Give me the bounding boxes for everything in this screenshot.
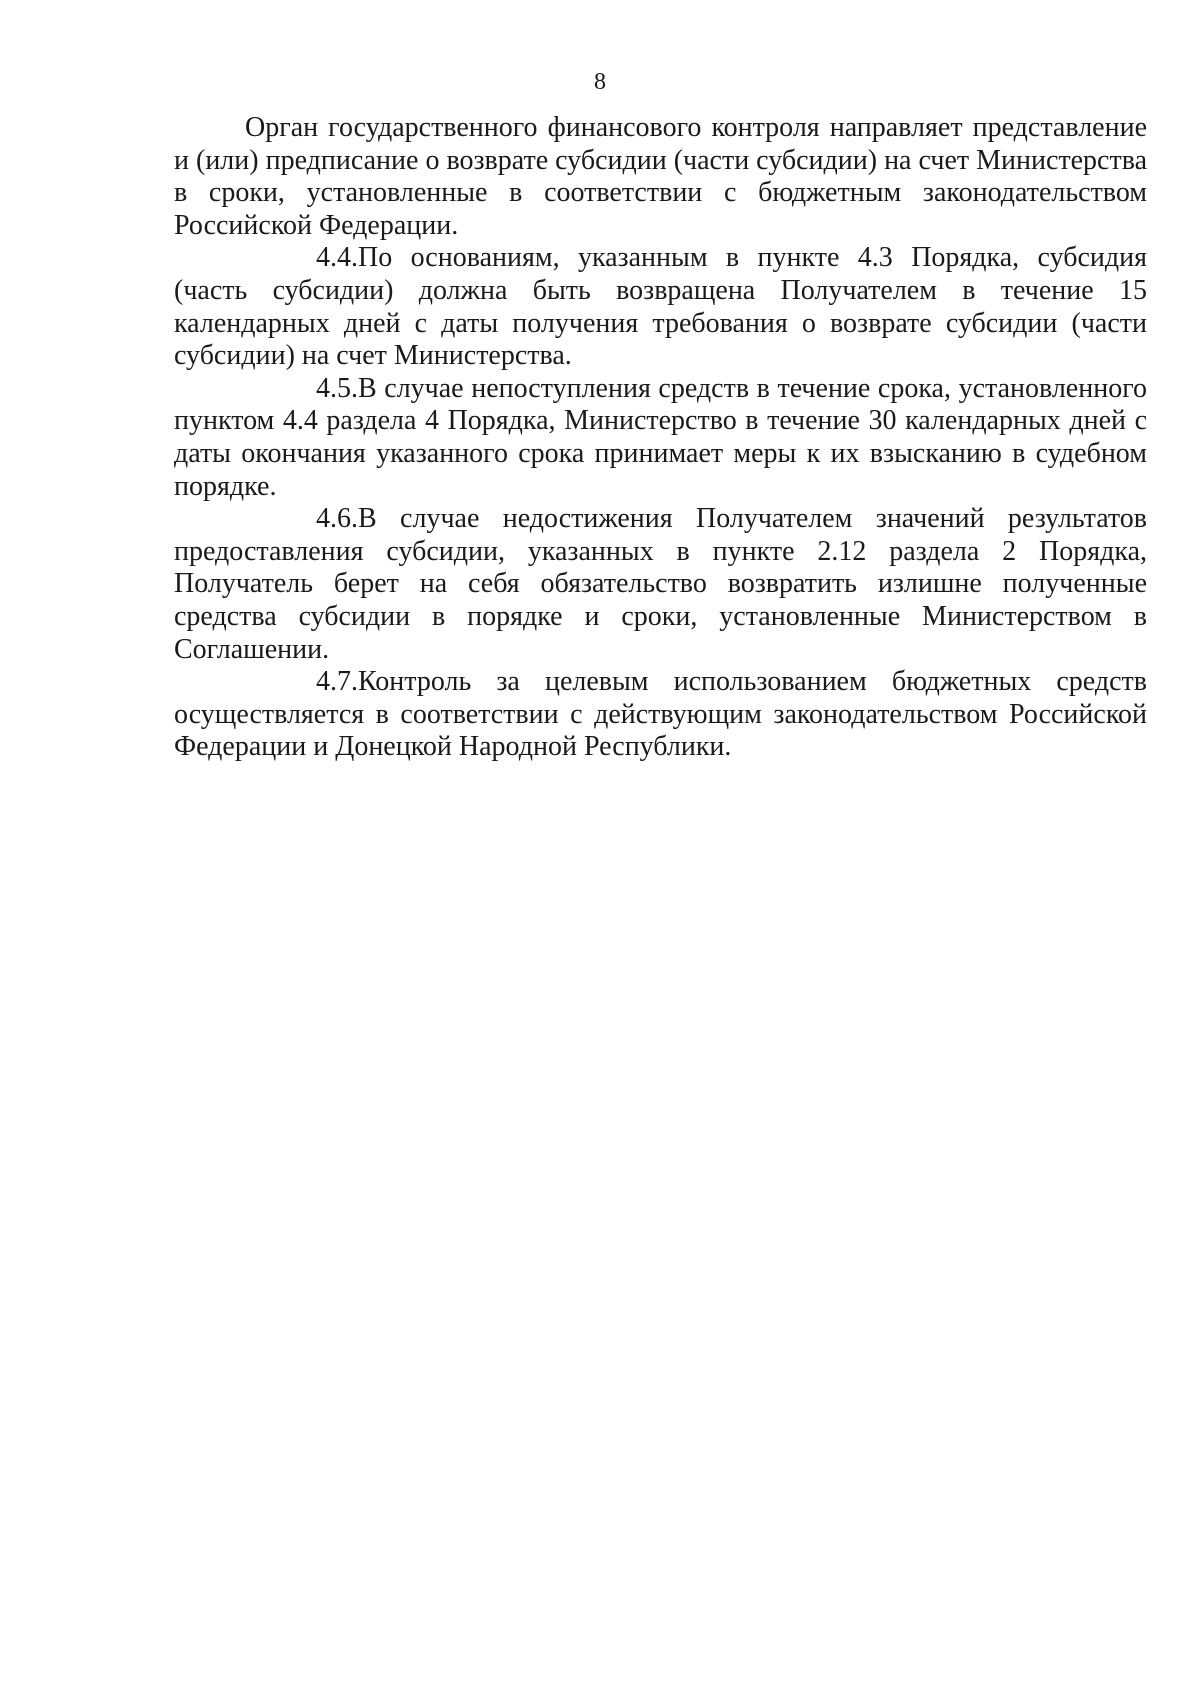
paragraph-text: По основаниям, указанным в пункте 4.3 Порядка, субсидия (часть субсидии) должна быть возвращена Получателем в течение 15 календарных дней с даты получения требования о возврате субсидии (части субсидии) на счет Министерства. (174, 242, 1147, 372)
paragraph-intro (174, 112, 1147, 242)
paragraph-4-6 (174, 503, 1147, 666)
paragraph-text: Орган государственного финансового контроля направляет представление и (или) предписание о возврате субсидии (части субсидии) на счет Министерства в сроки, установленные в соответствии с бюджетным законодательством Российской Федерации. (174, 112, 1147, 241)
paragraph-number: 4.7. (316, 666, 358, 698)
paragraph-4-5 (174, 373, 1147, 503)
paragraph-number: 4.6. (316, 503, 358, 535)
paragraph-4-4 (174, 242, 1147, 372)
paragraph-number: 4.4. (316, 242, 358, 274)
paragraph-4-7 (174, 666, 1147, 764)
document-body (174, 112, 1147, 764)
paragraph-text: В случае непоступления средств в течение срока, установленного пунктом 4.4 раздела 4 Порядка, Министерство в течение 30 календарных дней с даты окончания указанного срока принимает меры к их взысканию в судебном порядке. (174, 372, 1147, 502)
paragraph-text: В случае недостижения Получателем значений результатов предоставления субсидии, указанных в пункте 2.12 раздела 2 Порядка, Получатель берет на себя обязательство возвратить излишне полученные средства субсидии в порядке и сроки, установленные Министерством в Соглашении. (174, 503, 1147, 665)
paragraph-number: 4.5. (316, 372, 358, 404)
paragraph-text: Контроль за целевым использованием бюджетных средств осуществляется в соответствии с действующим законодательством Российской Федерации и Донецкой Народной Республики. (174, 666, 1147, 763)
page-number: 8 (594, 69, 606, 95)
